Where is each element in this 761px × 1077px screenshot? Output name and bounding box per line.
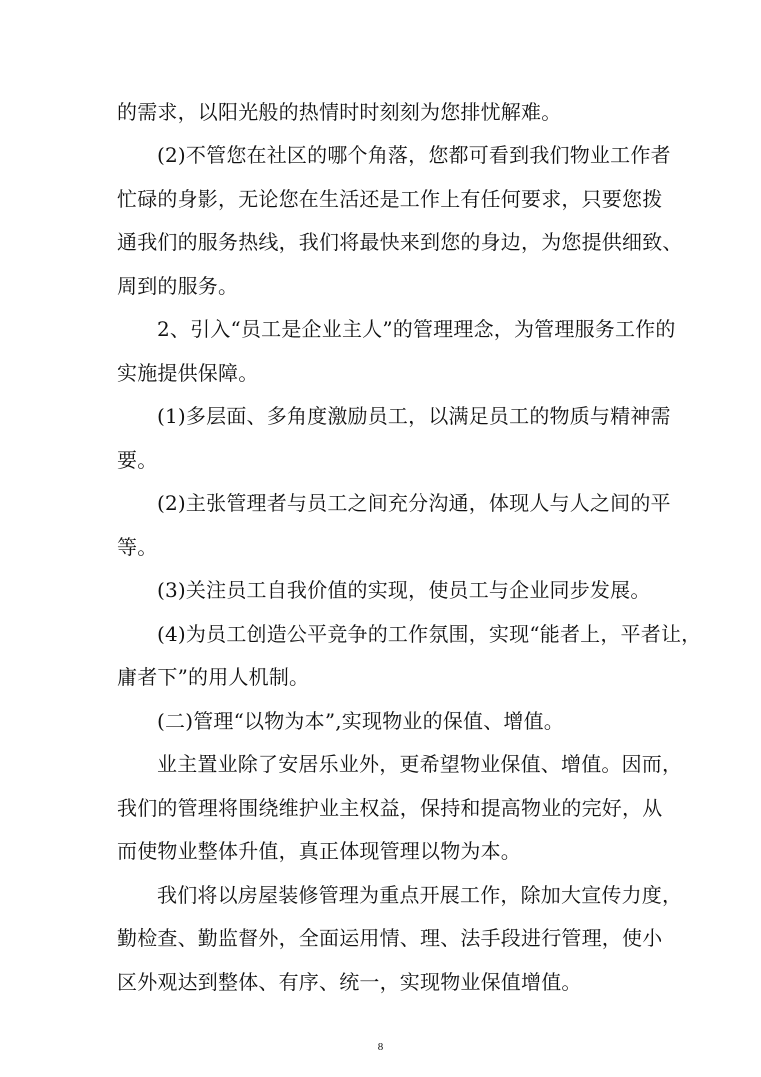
text-line: (1)多层面、多角度激励员工，以满足员工的物质与精神需 [157, 404, 671, 428]
page-number: 8 [377, 1041, 384, 1053]
text-line: 我们的管理将围绕维护业主权益，保持和提高物业的完好，从 [117, 796, 663, 820]
text-line: 要。 [117, 448, 158, 472]
text-line: 的需求，以阳光般的热情时时刻刻为您排忧解难。 [117, 100, 562, 124]
text-line: 实施提供保障。 [117, 361, 259, 385]
text-line: 周到的服务。 [117, 274, 239, 298]
text-line: (2)主张管理者与员工之间充分沟通，体现人与人之间的平 [157, 491, 671, 515]
text-line: 庸者下”的用人机制。 [117, 665, 310, 689]
text-line: 忙碌的身影，无论您在生活还是工作上有任何要求，只要您拨 [117, 187, 663, 211]
text-line: 我们将以房屋装修管理为重点开展工作，除加大宣传力度， [157, 883, 683, 907]
text-line: (4)为员工创造公平竞争的工作氛围，实现“能者上，平者让， [157, 622, 702, 646]
text-line: 等。 [117, 535, 158, 559]
text-line: 区外观达到整体、有序、统一，实现物业保值增值。 [117, 970, 582, 994]
text-line: 业主置业除了安居乐业外，更希望物业保值、增值。因而， [157, 752, 683, 776]
text-line: (3)关注员工自我价值的实现，使员工与企业同步发展。 [157, 578, 651, 602]
text-line: 而使物业整体升值，真正体现管理以物为本。 [117, 839, 521, 863]
text-line: 通我们的服务热线，我们将最快来到您的身边，为您提供细致、 [117, 230, 683, 254]
text-line: 2、引入“员工是企业主人”的管理理念，为管理服务工作的 [157, 317, 676, 341]
text-line: (二)管理“以物为本”,实现物业的保值、增值。 [157, 709, 565, 733]
text-line: 勤检查、勤监督外，全面运用情、理、法手段进行管理，使小 [117, 926, 663, 950]
text-line: (2)不管您在社区的哪个角落，您都可看到我们物业工作者 [157, 143, 671, 167]
